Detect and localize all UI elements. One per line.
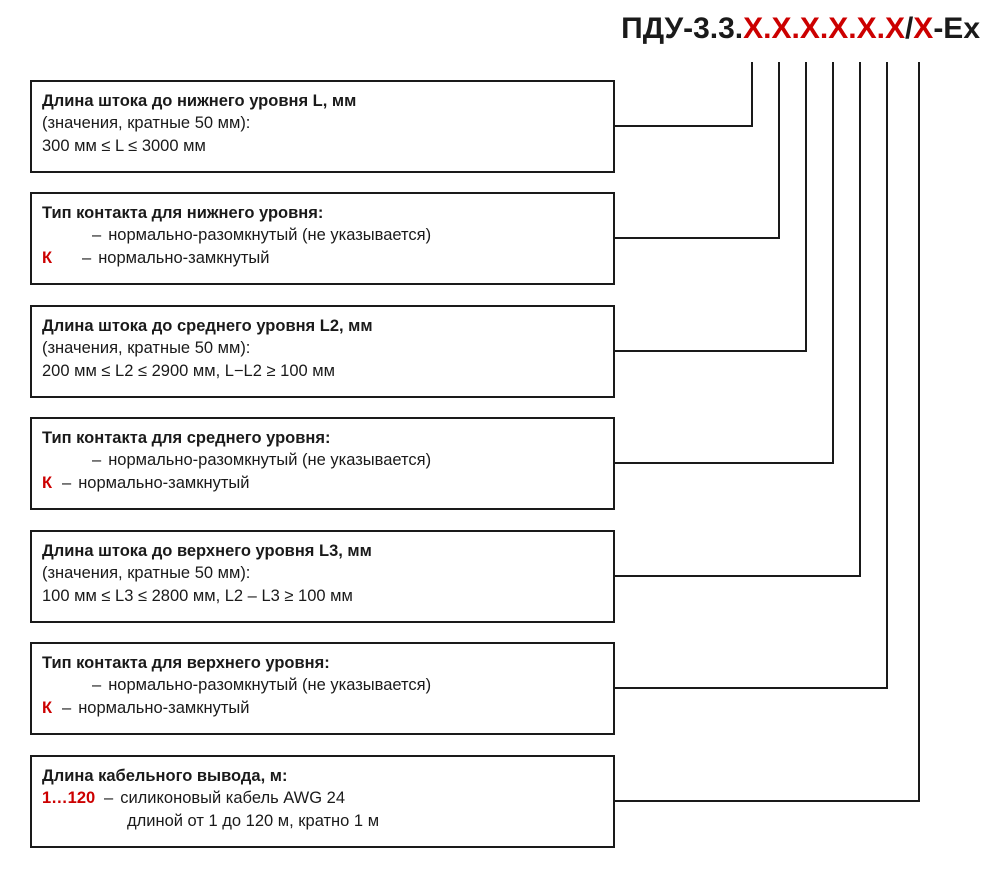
block-cable-option-1-dash: –	[104, 789, 114, 808]
block-contact-upper-option-2-key: К	[42, 699, 53, 718]
block-contact-middle-option-2-dash: –	[62, 474, 72, 493]
code-segment-3: X	[799, 12, 820, 45]
block-l2	[30, 305, 615, 398]
block-contact-middle	[30, 417, 615, 510]
block-l3	[30, 530, 615, 623]
block-contact-lower-option-2	[42, 247, 603, 270]
block-contact-upper-option-2	[42, 697, 603, 720]
code-dot-2: .	[791, 12, 800, 45]
block-l3-line-2: 100 мм ≤ L3 ≤ 2800 мм, L2 – L3 ≥ 100 мм	[42, 587, 353, 606]
block-cable-option-1-key: 1…120	[42, 789, 96, 808]
block-contact-lower-option-1-text: нормально-разомкнутый (не указывается)	[108, 226, 432, 245]
block-l	[30, 80, 615, 173]
code-dot-1: .	[763, 12, 772, 45]
block-contact-lower-option-1	[42, 224, 603, 247]
block-l3-title: Длина штока до верхнего уровня L3, мм	[42, 542, 372, 560]
code-segment-1: X	[743, 12, 764, 45]
block-cable-option-1	[42, 787, 603, 810]
block-contact-lower-option-1-dash: –	[92, 226, 102, 245]
block-l-line-2: 300 мм ≤ L ≤ 3000 мм	[42, 137, 206, 156]
block-contact-middle-option-1-dash: –	[92, 451, 102, 470]
code-suffix: -Ex	[933, 12, 980, 45]
block-contact-middle-option-1-text: нормально-разомкнутый (не указывается)	[108, 451, 432, 470]
block-l2-line-1: (значения, кратные 50 мм):	[42, 339, 251, 358]
block-contact-lower-option-2-dash: –	[82, 249, 92, 268]
code-slash: /	[904, 12, 914, 45]
code-segment-5: X	[856, 12, 877, 45]
block-contact-upper	[30, 642, 615, 735]
block-cable-title: Длина кабельного вывода, м:	[42, 767, 288, 785]
block-contact-middle-title: Тип контакта для среднего уровня:	[42, 429, 331, 447]
block-contact-upper-option-2-text: нормально-замкнутый	[78, 699, 250, 718]
block-contact-lower-title: Тип контакта для нижнего уровня:	[42, 204, 324, 222]
block-contact-middle-option-1	[42, 449, 603, 472]
block-contact-middle-option-2-key: К	[42, 474, 53, 493]
block-contact-upper-option-1-text: нормально-разомкнутый (не указывается)	[108, 676, 432, 695]
block-contact-middle-option-2-text: нормально-замкнутый	[78, 474, 250, 493]
block-contact-lower-option-2-text: нормально-замкнутый	[98, 249, 270, 268]
code-segment-4: X	[828, 12, 849, 45]
code-dot-3: .	[819, 12, 829, 45]
block-cable-option-2-text: длиной от 1 до 120 м, кратно 1 м	[127, 812, 380, 831]
block-contact-lower-option-2-key: К	[42, 249, 53, 268]
block-l2-line-2: 200 мм ≤ L2 ≤ 2900 мм, L−L2 ≥ 100 мм	[42, 362, 335, 381]
code-segment-6: X	[884, 12, 905, 45]
block-contact-upper-option-1-dash: –	[92, 676, 102, 695]
block-l2-title: Длина штока до среднего уровня L2, мм	[42, 317, 373, 335]
block-contact-upper-title: Тип контакта для верхнего уровня:	[42, 654, 330, 672]
block-cable	[30, 755, 615, 848]
block-contact-upper-option-2-dash: –	[62, 699, 72, 718]
code-segment-2: X	[771, 12, 792, 45]
code-dot-4: .	[848, 12, 857, 45]
block-l-title: Длина штока до нижнего уровня L, мм	[42, 92, 357, 110]
code-prefix: ПДУ-3.3.	[621, 12, 744, 45]
block-contact-upper-option-1	[42, 674, 603, 697]
block-contact-lower	[30, 192, 615, 285]
code-segment-7: X	[913, 12, 934, 45]
block-l-line-1: (значения, кратные 50 мм):	[42, 114, 251, 133]
code-dot-5: .	[876, 12, 885, 45]
block-l3-line-1: (значения, кратные 50 мм):	[42, 564, 251, 583]
block-contact-middle-option-2	[42, 472, 603, 495]
block-cable-option-1-text: силиконовый кабель AWG 24	[120, 789, 345, 808]
product-code	[621, 14, 980, 44]
